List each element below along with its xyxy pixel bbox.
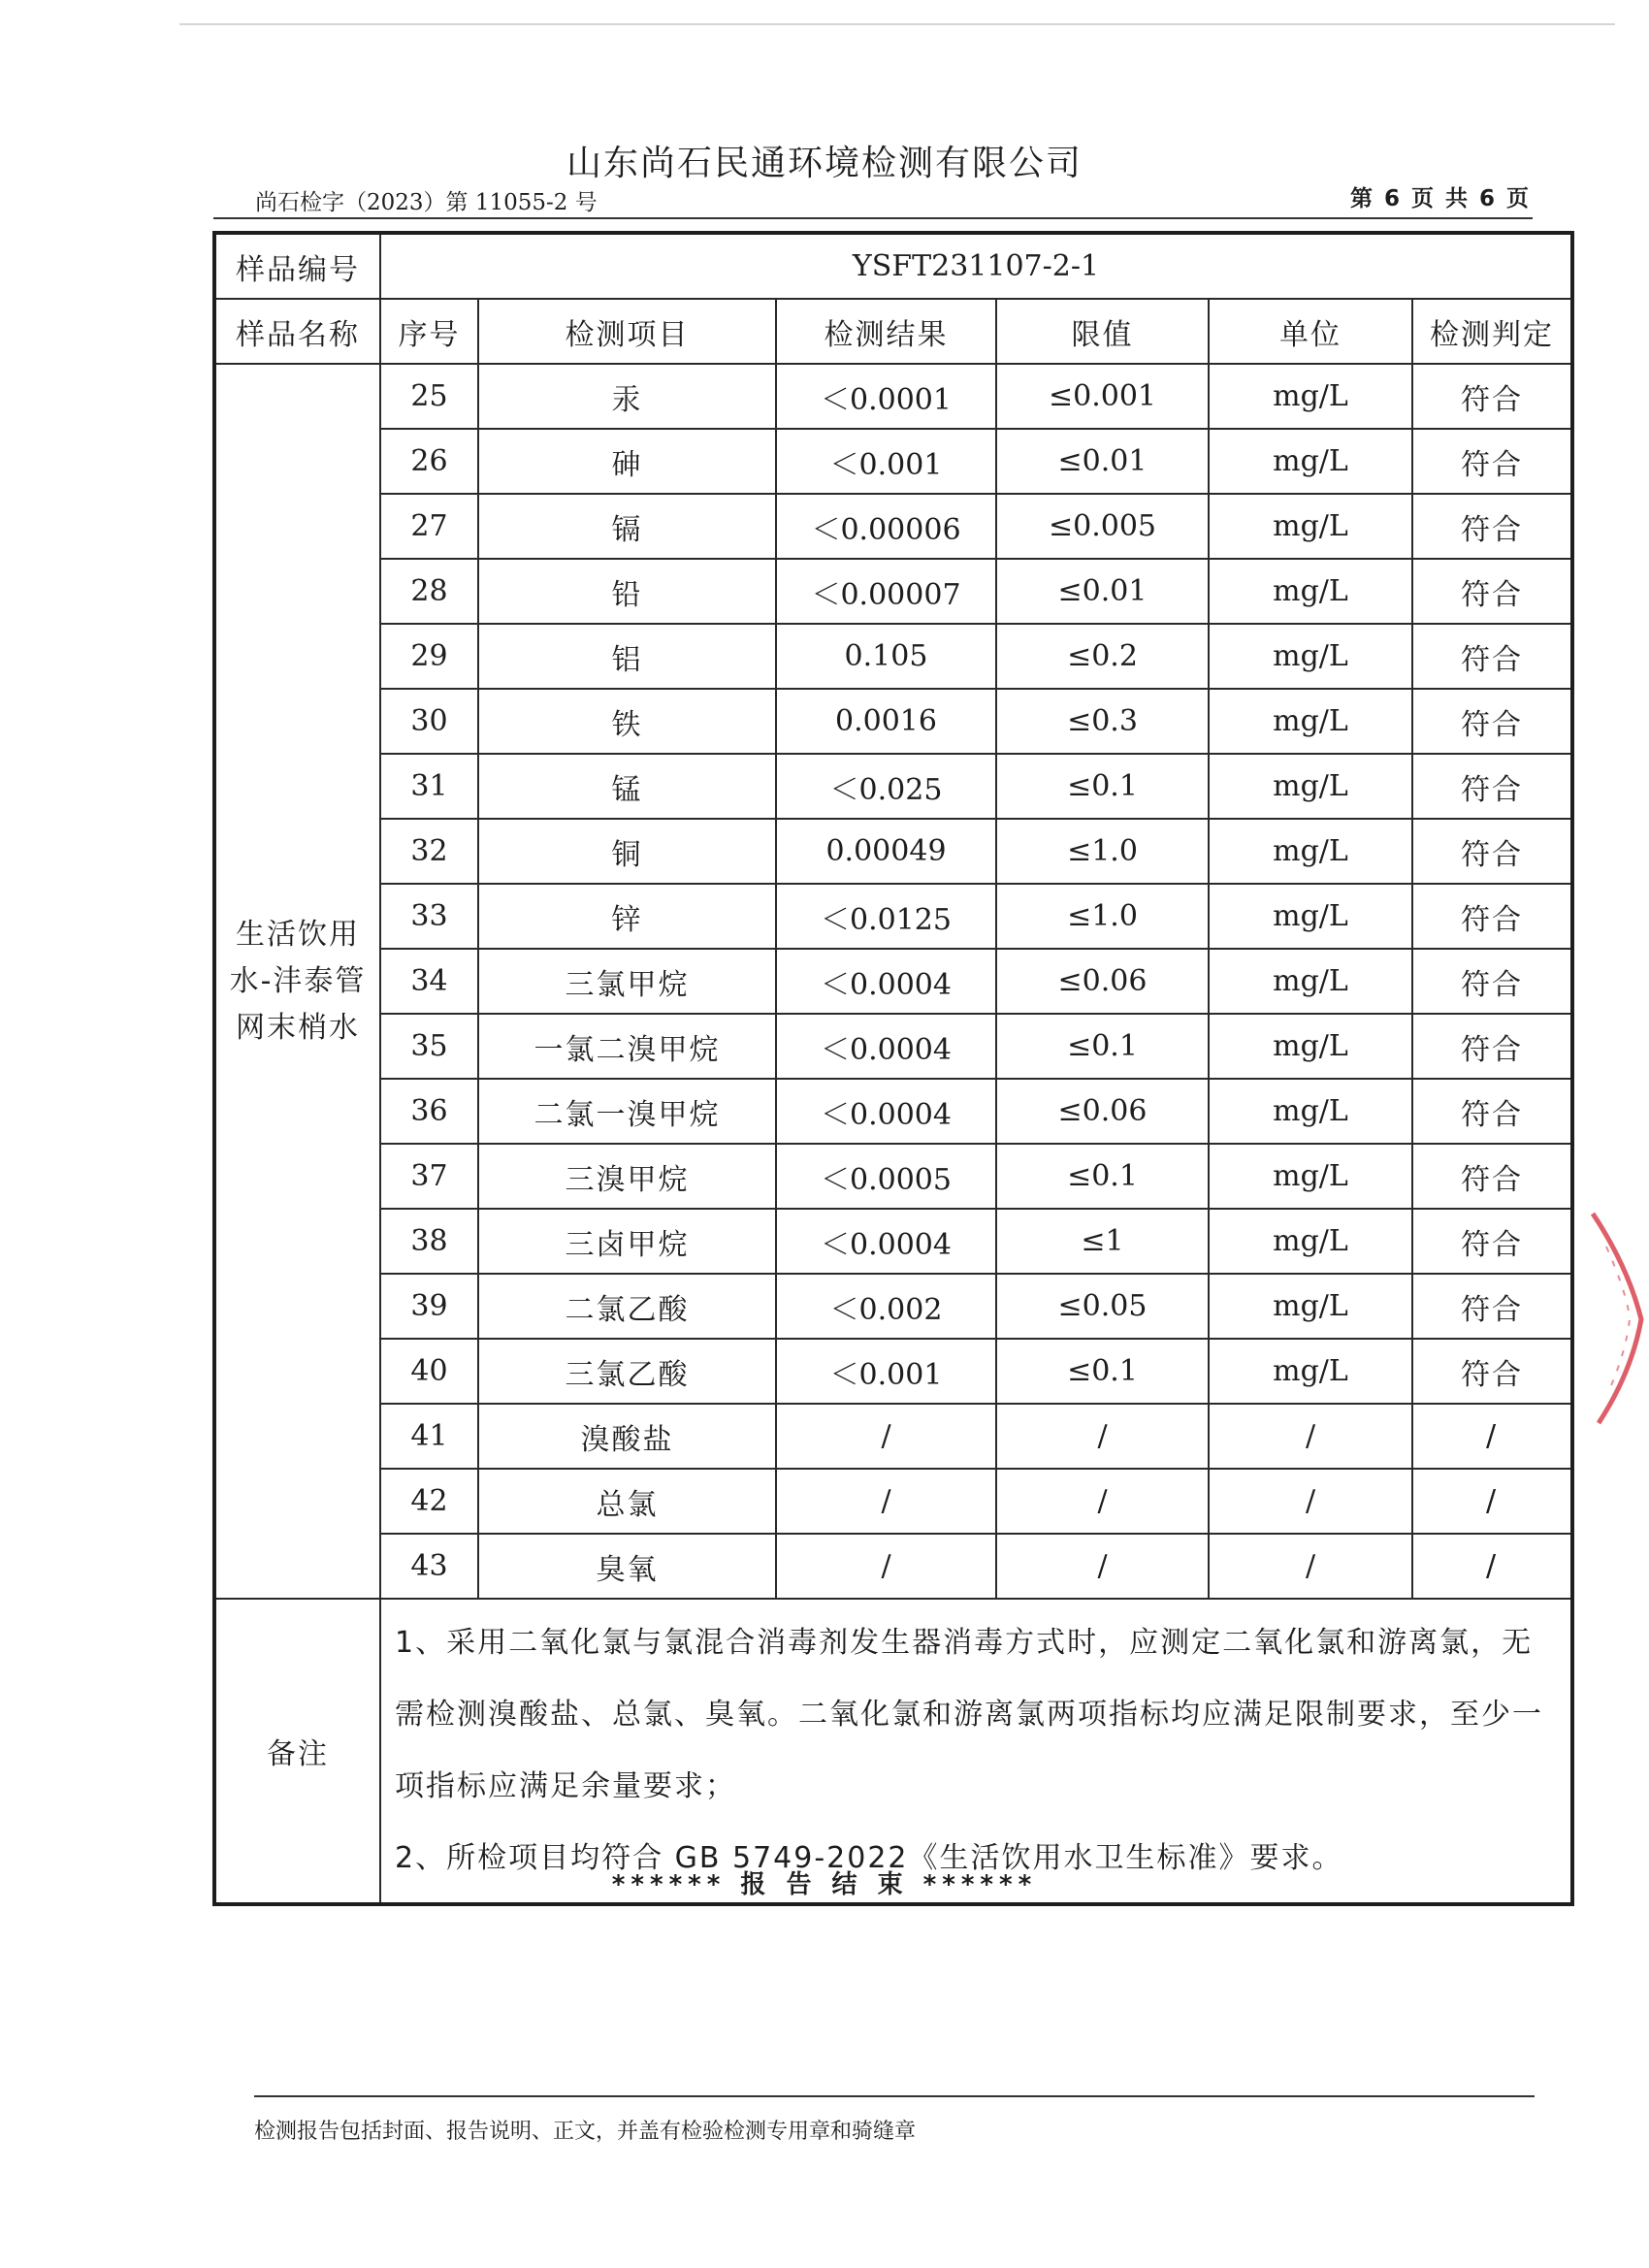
company-name: 山东尚石民通环境检测有限公司 [566,144,1083,183]
cell-verdict: / [1412,1534,1572,1599]
riding-seal-stamp [1589,1208,1647,1431]
footer-rule [254,2095,1535,2097]
cell-unit: mg/L [1209,364,1412,429]
table-row [214,819,1572,884]
cell-unit: mg/L [1209,884,1412,949]
cell-unit: mg/L [1209,754,1412,819]
cell-item: 砷 [478,429,776,494]
header-rule [213,217,1533,219]
cell-result: ＜0.025 [776,754,996,819]
cell-unit: / [1209,1534,1412,1599]
table-row [214,949,1572,1014]
cell-item: 三卤甲烷 [478,1209,776,1274]
table-row [214,1534,1572,1599]
sample-id-value: YSFT231107-2-1 [380,233,1572,299]
cell-result: 0.0016 [776,689,996,754]
cell-no: 30 [380,689,478,754]
cell-no: 43 [380,1534,478,1599]
cell-verdict: 符合 [1412,1014,1572,1079]
page-indicator: 第 6 页 共 6 页 [1349,186,1531,211]
table-row [214,1274,1572,1339]
cell-unit: mg/L [1209,494,1412,559]
cell-item: 一氯二溴甲烷 [478,1014,776,1079]
cell-result: ＜0.00006 [776,494,996,559]
cell-unit: mg/L [1209,1079,1412,1144]
cell-result: ＜0.001 [776,1339,996,1404]
cell-verdict: 符合 [1412,884,1572,949]
cell-limit: / [996,1534,1209,1599]
cell-limit: ≤0.06 [996,1079,1209,1144]
cell-verdict: 符合 [1412,689,1572,754]
table-row [214,1209,1572,1274]
cell-unit: / [1209,1404,1412,1469]
col-header-no: 序号 [380,299,478,364]
cell-item: 二氯一溴甲烷 [478,1079,776,1144]
cell-result: ＜0.001 [776,429,996,494]
cell-unit: mg/L [1209,949,1412,1014]
cell-unit: mg/L [1209,1339,1412,1404]
cell-no: 37 [380,1144,478,1209]
cell-result: 0.105 [776,624,996,689]
table-row [214,1144,1572,1209]
remarks-content [380,1599,1572,1904]
remark-line: 1、采用二氧化氯与氯混合消毒剂发生器消毒方式时，应测定二氧化氯和游离氯，无需检测溴酸盐、总氯、臭氧。二氧化氯和游离氯两项指标均应满足限制要求，至少一项指标应满足余量要求； [395,1626,1543,1803]
cell-limit: ≤0.06 [996,949,1209,1014]
cell-result: ＜0.0004 [776,949,996,1014]
cell-unit: / [1209,1469,1412,1534]
cell-verdict: 符合 [1412,819,1572,884]
cell-no: 35 [380,1014,478,1079]
cell-limit: ≤0.3 [996,689,1209,754]
cell-no: 33 [380,884,478,949]
cell-result: / [776,1404,996,1469]
cell-no: 31 [380,754,478,819]
cell-no: 42 [380,1469,478,1534]
cell-no: 27 [380,494,478,559]
cell-item: 臭氧 [478,1534,776,1599]
cell-verdict: 符合 [1412,624,1572,689]
remarks-label: 备注 [214,1599,380,1904]
cell-result: ＜0.0001 [776,364,996,429]
cell-limit: ≤0.005 [996,494,1209,559]
col-header-limit: 限值 [996,299,1209,364]
cell-limit: ≤1 [996,1209,1209,1274]
table-row [214,884,1572,949]
col-header-item: 检测项目 [478,299,776,364]
cell-no: 25 [380,364,478,429]
cell-limit: ≤0.1 [996,1014,1209,1079]
cell-verdict: 符合 [1412,364,1572,429]
cell-item: 铜 [478,819,776,884]
cell-verdict: 符合 [1412,949,1572,1014]
cell-verdict: 符合 [1412,429,1572,494]
table-row [214,754,1572,819]
cell-result: ＜0.0004 [776,1014,996,1079]
remarks-row [214,1599,1572,1904]
cell-unit: mg/L [1209,559,1412,624]
cell-verdict: 符合 [1412,494,1572,559]
cell-verdict: 符合 [1412,1339,1572,1404]
cell-result: ＜0.0004 [776,1209,996,1274]
cell-verdict: / [1412,1404,1572,1469]
cell-unit: mg/L [1209,1274,1412,1339]
cell-limit: ≤1.0 [996,884,1209,949]
cell-result: ＜0.00007 [776,559,996,624]
cell-result: ＜0.0125 [776,884,996,949]
cell-limit: / [996,1404,1209,1469]
cell-result: 0.00049 [776,819,996,884]
cell-item: 汞 [478,364,776,429]
table-row [214,1404,1572,1469]
test-results-table [212,231,1574,1906]
footer-note: 检测报告包括封面、报告说明、正文，并盖有检验检测专用章和骑缝章 [254,2120,917,2144]
table-row [214,689,1572,754]
cell-item: 铅 [478,559,776,624]
cell-result: / [776,1469,996,1534]
cell-unit: mg/L [1209,819,1412,884]
report-end-mark: ****** 报 告 结 束 ****** [611,1870,1038,1899]
cell-limit: ≤0.01 [996,559,1209,624]
cell-limit: ≤0.1 [996,754,1209,819]
cell-item: 二氯乙酸 [478,1274,776,1339]
cell-unit: mg/L [1209,1209,1412,1274]
cell-unit: mg/L [1209,624,1412,689]
cell-limit: ≤0.001 [996,364,1209,429]
cell-no: 28 [380,559,478,624]
cell-unit: mg/L [1209,1014,1412,1079]
table-row [214,559,1572,624]
remark-line: 2、所检项目均符合 GB 5749-2022《生活饮用水卫生标准》要求。 [395,1841,1343,1875]
cell-no: 38 [380,1209,478,1274]
cell-item: 锰 [478,754,776,819]
cell-item: 铁 [478,689,776,754]
cell-verdict: 符合 [1412,1079,1572,1144]
cell-unit: mg/L [1209,1144,1412,1209]
cell-limit: ≤0.05 [996,1274,1209,1339]
cell-no: 39 [380,1274,478,1339]
cell-no: 36 [380,1079,478,1144]
cell-verdict: 符合 [1412,1274,1572,1339]
cell-item: 三溴甲烷 [478,1144,776,1209]
table-row [214,1339,1572,1404]
cell-limit: / [996,1469,1209,1534]
cell-item: 铝 [478,624,776,689]
cell-result: ＜0.0004 [776,1079,996,1144]
cell-limit: ≤1.0 [996,819,1209,884]
cell-no: 29 [380,624,478,689]
cell-result: / [776,1534,996,1599]
cell-item: 锌 [478,884,776,949]
cell-unit: mg/L [1209,689,1412,754]
cell-limit: ≤0.2 [996,624,1209,689]
table-row [214,1014,1572,1079]
cell-item: 溴酸盐 [478,1404,776,1469]
sample-id-row [214,233,1572,299]
table-row [214,494,1572,559]
sample-id-label: 样品编号 [214,233,380,299]
scan-top-edge [179,23,1615,25]
cell-limit: ≤0.1 [996,1339,1209,1404]
cell-item: 总氯 [478,1469,776,1534]
cell-item: 镉 [478,494,776,559]
table-row [214,1079,1572,1144]
col-header-sample-name: 样品名称 [214,299,380,364]
col-header-unit: 单位 [1209,299,1412,364]
cell-result: ＜0.002 [776,1274,996,1339]
table-row [214,1469,1572,1534]
table-row [214,364,1572,429]
table-row [214,429,1572,494]
cell-no: 40 [380,1339,478,1404]
cell-no: 41 [380,1404,478,1469]
cell-unit: mg/L [1209,429,1412,494]
table-row [214,624,1572,689]
cell-limit: ≤0.01 [996,429,1209,494]
cell-result: ＜0.0005 [776,1144,996,1209]
column-header-row [214,299,1572,364]
cell-no: 34 [380,949,478,1014]
cell-verdict: 符合 [1412,559,1572,624]
cell-verdict: 符合 [1412,1209,1572,1274]
cell-no: 32 [380,819,478,884]
col-header-result: 检测结果 [776,299,996,364]
cell-verdict: / [1412,1469,1572,1534]
col-header-verdict: 检测判定 [1412,299,1572,364]
sample-name-cell: 生活饮用水-沣泰管网末梢水 [214,364,380,1599]
cell-verdict: 符合 [1412,1144,1572,1209]
cell-item: 三氯甲烷 [478,949,776,1014]
cell-verdict: 符合 [1412,754,1572,819]
cell-limit: ≤0.1 [996,1144,1209,1209]
document-number: 尚石检字（2023）第 11055-2 号 [255,190,598,215]
cell-item: 三氯乙酸 [478,1339,776,1404]
cell-no: 26 [380,429,478,494]
